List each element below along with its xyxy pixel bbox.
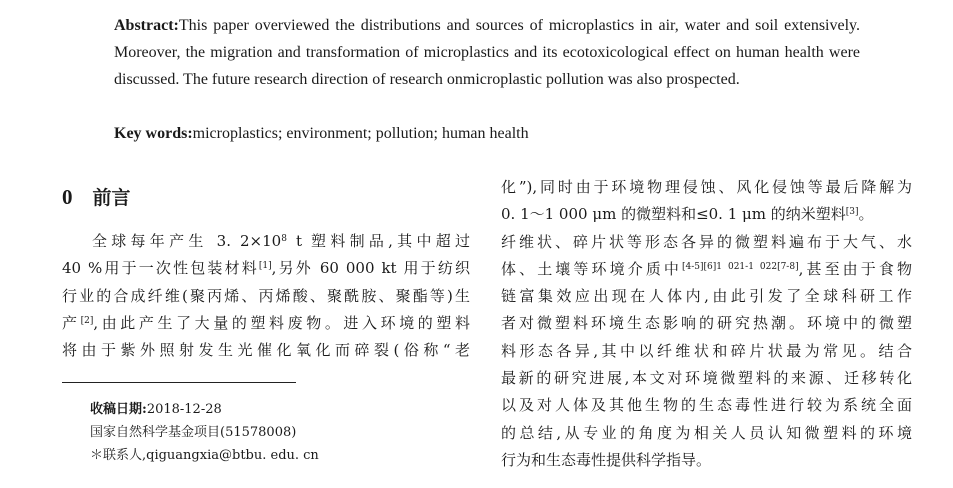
contact-line: ＊联系人,qiguangxia@btbu. edu. cn (90, 448, 319, 463)
section-heading (62, 183, 131, 210)
citation-ref: [1] (258, 261, 272, 272)
keywords-label-separator: : (187, 125, 193, 142)
paragraph-line (62, 310, 470, 337)
paragraph-line (62, 255, 470, 282)
received-label: 收稿日期: (90, 402, 147, 417)
text-run: 全球每年产生 3. 2×10 (92, 232, 282, 250)
abstract-text: This paper overviewed the distributions and sources of microplastics in air, water and soil extensively. Moreover, the migration and transformation of microplastics and its ecotoxicological effect on human health were discussed. The future research direction of research onmicroplastic pollution was also prospected. (114, 17, 860, 88)
left-column (62, 228, 470, 364)
text-run: 40 %用于一次性包装材料 (62, 259, 259, 278)
funding-line: 国家自然科学基金项目(51578008) (90, 425, 297, 440)
abstract-paragraph (114, 12, 860, 93)
text-run: t 塑料制品,其中超过 (286, 232, 470, 250)
citation-ref: [2] (80, 315, 94, 326)
paragraph-line: 化”),同时由于环境物理侵蚀、风化侵蚀等最后降解为 (501, 178, 912, 196)
abstract-label: Abstract (114, 17, 174, 34)
paragraph-line: 链富集效应出现在人体内,由此引发了全球科研工作 (501, 287, 912, 306)
footnotes (90, 398, 470, 467)
paragraph-line (501, 256, 912, 283)
citation-ref: [4-5][6]1 021-1 022[7-8] (682, 261, 799, 272)
text-run: ,另外 60 000 kt 用于纺织 (271, 259, 470, 278)
paragraph-line: 料形态各异,其中以纤维状和碎片状最为常见。结合 (501, 341, 912, 360)
paragraph-line (501, 201, 912, 228)
superscript: 8 (281, 234, 287, 244)
paragraph-line: 以及对人体及其他生物的生态毒性进行较为系统全面 (501, 396, 912, 415)
received-date-line (90, 398, 470, 421)
text-run: 。 (858, 205, 874, 224)
text-run: 体、土壤等环境介质中 (501, 259, 683, 278)
paragraph-line: 纤维状、碎片状等形态各异的微塑料遍布于大气、水 (501, 232, 912, 251)
paragraph-line: 最新的研究进展,本文对环境微塑料的来源、迁移转化 (501, 369, 912, 388)
paragraph-line: 者对微塑料环境生态影响的研究热潮。环境中的微塑 (501, 314, 912, 333)
text-run: 0. 1～1 000 μm 的微塑料和≤0. 1 μm 的纳米塑料 (501, 205, 846, 224)
right-column (501, 174, 912, 474)
text-run: ,由此产生了大量的塑料废物。进入环境的塑料 (93, 313, 470, 332)
paragraph-line: 的总结,从专业的角度为相关人员认知微塑料的环境 (501, 423, 912, 442)
section-title: 前言 (92, 187, 131, 209)
paragraph-line: 将由于紫外照射发生光催化氧化而碎裂(俗称“老 (62, 341, 470, 360)
keywords-text: microplastics; environment; pollution; human health (192, 125, 529, 142)
keywords-label: Key words (114, 125, 188, 142)
text-run: 产 (62, 313, 81, 332)
abstract-label-separator: : (173, 17, 179, 34)
paragraph-line: 行为和生态毒性提供科学指导。 (501, 450, 712, 469)
footnote-divider (62, 382, 296, 383)
citation-ref: [3] (845, 207, 859, 218)
paragraph-line: 行业的合成纤维(聚丙烯、丙烯酸、聚酰胺、聚酯等)生 (62, 286, 470, 305)
section-number: 0 (62, 185, 73, 209)
text-run: ,甚至由于食物 (798, 259, 912, 278)
keywords-line (114, 120, 860, 147)
paragraph-line (62, 228, 470, 255)
received-date: 2018-12-28 (146, 402, 222, 417)
